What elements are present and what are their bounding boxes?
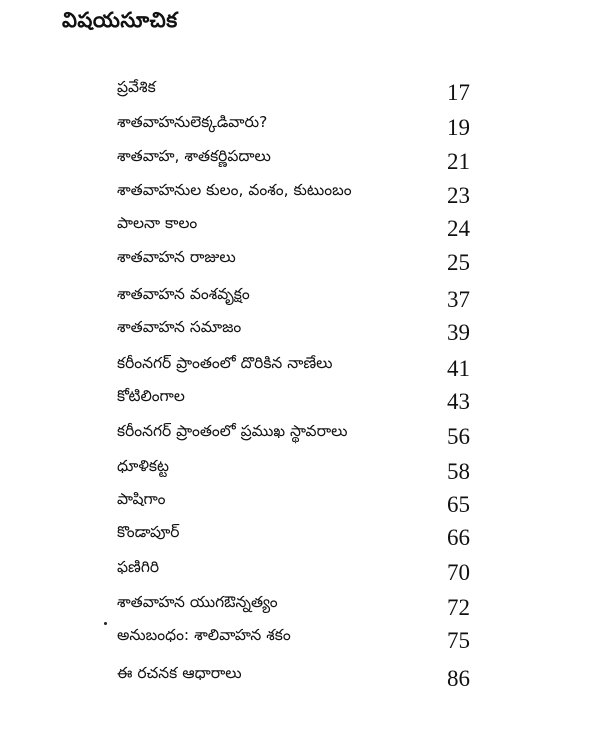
toc-entry-label: పాషిగాం — [117, 490, 166, 508]
toc-entry-label: ధూళికట్ట — [117, 457, 169, 475]
toc-entry — [0, 179, 600, 213]
toc-entry-label: కరీంనగర్ ప్రాంతంలో దొరికిన నాణేలు — [117, 354, 333, 372]
toc-entry — [0, 246, 600, 280]
toc-entry — [0, 76, 600, 110]
toc-entry — [0, 455, 600, 489]
toc-entry — [0, 111, 600, 145]
toc-entry-page-number: 17 — [447, 80, 470, 105]
toc-entry-page-number: 23 — [447, 183, 470, 208]
toc-entry — [0, 591, 600, 625]
toc-entry — [0, 316, 600, 350]
toc-entry-label: ఫణిగిరి — [117, 558, 160, 576]
toc-entry-label: శాతవాహన యుగఔన్నత్యం — [117, 593, 278, 611]
toc-entry-page-number: 37 — [447, 287, 470, 312]
toc-entry — [0, 212, 600, 246]
toc-entry-label: శాతవాహన రాజులు — [117, 248, 236, 266]
toc-entry-page-number: 43 — [447, 389, 470, 414]
toc-entry-label: శాతవాహన సమాజం — [117, 318, 242, 336]
toc-entry-label: పాలనా కాలం — [117, 214, 198, 232]
toc-entry-page-number: 72 — [447, 595, 470, 620]
toc-entry-label: శాతవాహన వంశవృక్షం — [117, 285, 250, 303]
toc-entry-label: శాతవాహనుల కులం, వంశం, కుటుంబం — [117, 181, 352, 199]
toc-entry-page-number: 39 — [447, 320, 470, 345]
toc-entry — [0, 385, 600, 419]
toc-entry — [0, 662, 600, 696]
toc-title: విషయసూచిక — [62, 8, 178, 32]
toc-entry-page-number: 65 — [447, 492, 470, 517]
toc-entry-page-number: 21 — [447, 149, 470, 174]
toc-entry — [0, 624, 600, 658]
toc-entry — [0, 521, 600, 555]
toc-entry — [0, 283, 600, 317]
toc-entry-label: కోటిలింగాల — [117, 387, 185, 405]
toc-entry — [0, 145, 600, 179]
toc-entry-page-number: 24 — [447, 216, 470, 241]
toc-entry-page-number: 41 — [447, 356, 470, 381]
toc-entry-page-number: 66 — [447, 525, 470, 550]
toc-entry-label: శాతవాహ, శాతకర్ణిపదాలు — [117, 147, 271, 165]
toc-entry-page-number: 75 — [447, 628, 470, 653]
toc-entry-page-number: 25 — [447, 250, 470, 275]
toc-entry — [0, 488, 600, 522]
toc-entry-page-number: 86 — [447, 666, 470, 691]
toc-entry — [0, 556, 600, 590]
toc-entry-label: ఈ రచనక ఆధారాలు — [117, 664, 242, 682]
toc-entry — [0, 352, 600, 386]
toc-entry-page-number: 58 — [447, 459, 470, 484]
toc-entry-page-number: 56 — [447, 424, 470, 449]
toc-entry-label: కొండాపూర్ — [117, 523, 180, 541]
toc-entry — [0, 420, 600, 454]
toc-entry-label: అనుబంధం: శాలివాహన శకం — [117, 626, 291, 644]
toc-entry-label: ప్రవేశిక — [117, 78, 156, 96]
ink-speck — [104, 622, 107, 625]
toc-entry-page-number: 19 — [447, 115, 470, 140]
toc-entry-page-number: 70 — [447, 560, 470, 585]
toc-entry-label: కరీంనగర్ ప్రాంతంలో ప్రముఖ స్థావరాలు — [117, 422, 348, 440]
toc-entry-label: శాతవాహనులెక్కడివారు? — [117, 113, 268, 131]
